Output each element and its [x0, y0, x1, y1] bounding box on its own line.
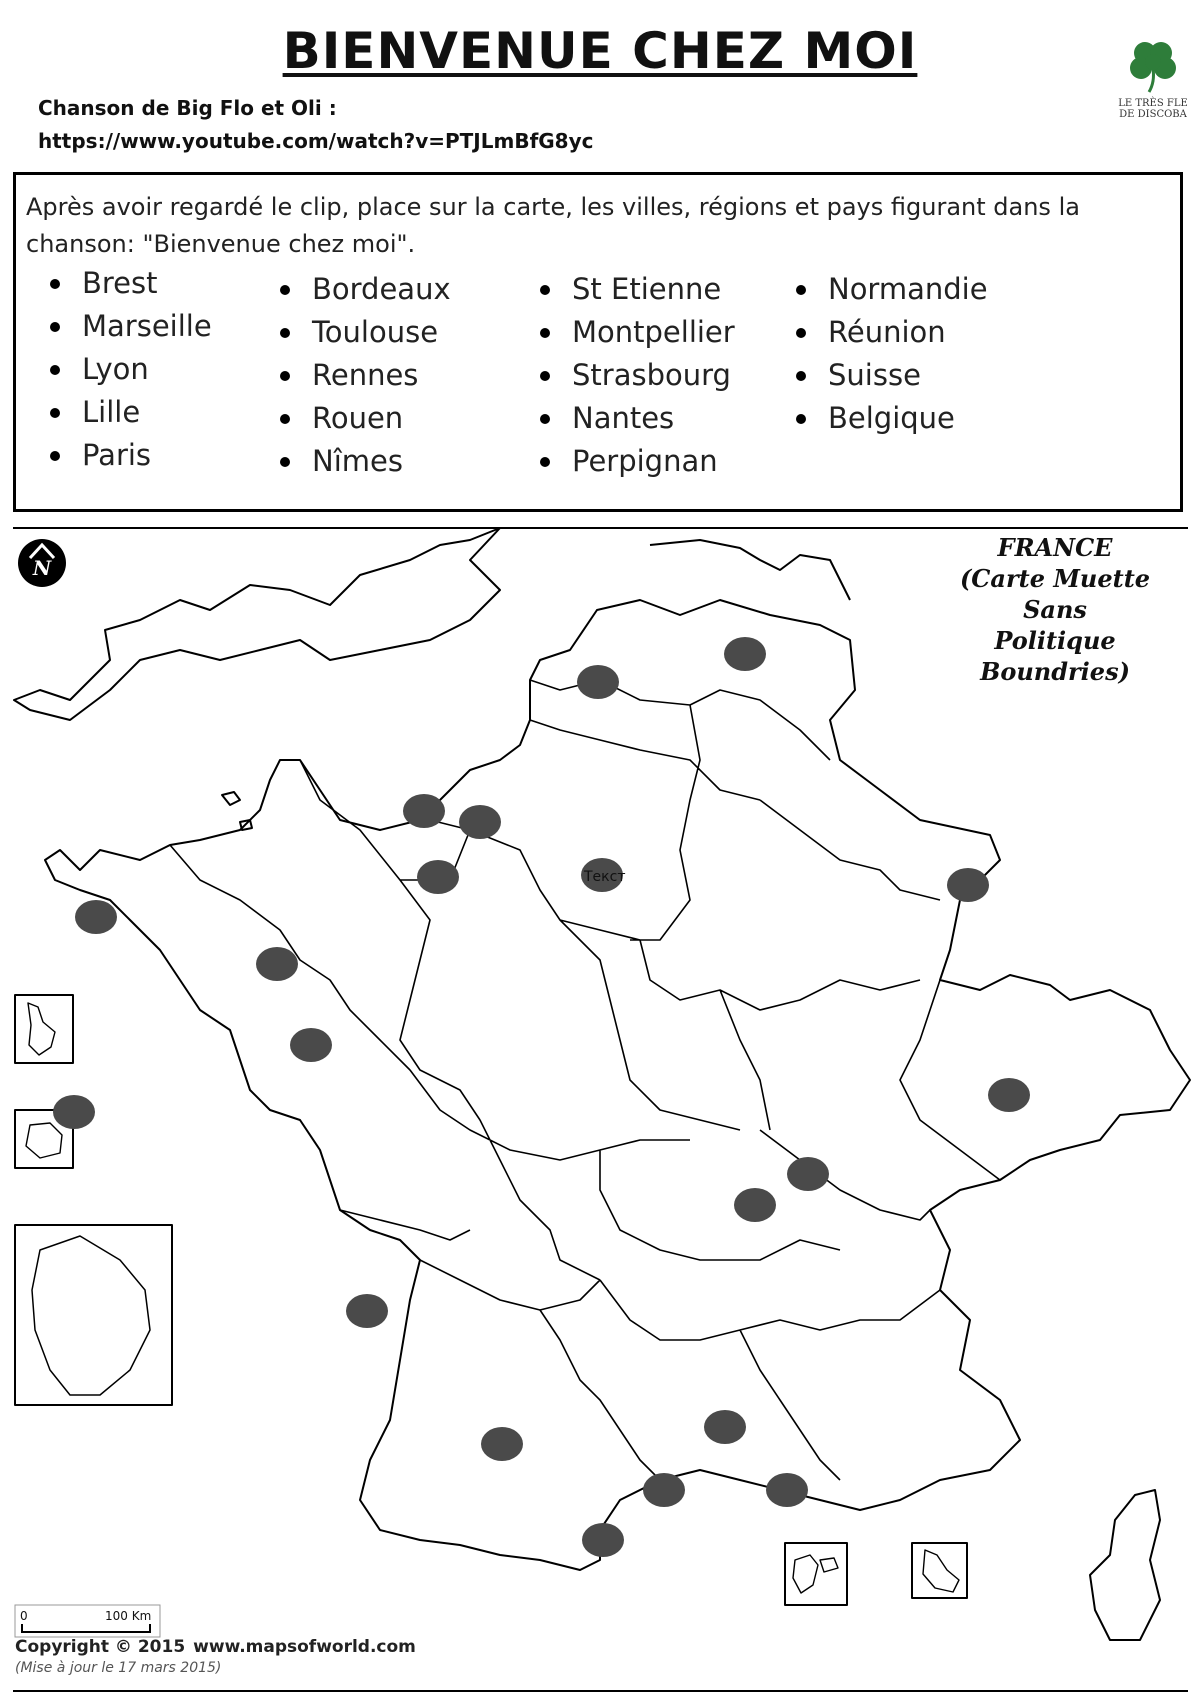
legend-title: FRANCE	[997, 533, 1113, 562]
place-item: Belgique	[792, 397, 988, 440]
mayotte-shape	[28, 1003, 55, 1055]
bottom-border	[13, 1690, 1188, 1692]
map-marker[interactable]	[988, 1078, 1030, 1112]
map-marker[interactable]	[734, 1188, 776, 1222]
channel-islands	[222, 792, 252, 830]
map-marker[interactable]	[75, 900, 117, 934]
place-item: Montpellier	[536, 311, 735, 354]
map-marker[interactable]	[53, 1095, 95, 1129]
instructions-box	[13, 172, 1183, 512]
map-marker[interactable]	[787, 1157, 829, 1191]
places-column-3	[536, 268, 735, 483]
netherlands-coast	[650, 540, 850, 600]
places-column-2	[276, 268, 451, 483]
place-item: Paris	[46, 434, 212, 477]
map-marker[interactable]	[417, 860, 459, 894]
scale-label: 100 Km	[105, 1609, 152, 1623]
martinique-shape	[923, 1550, 959, 1592]
region-borders	[170, 680, 1000, 1480]
copyright-url[interactable]: www.mapsofworld.com	[193, 1637, 416, 1657]
update-note: (Mise à jour le 17 mars 2015)	[15, 1660, 222, 1676]
place-item: St Etienne	[536, 268, 735, 311]
places-column-4	[792, 268, 988, 440]
inset-mayotte	[15, 995, 73, 1063]
map-marker[interactable]	[947, 868, 989, 902]
placeholder-label[interactable]: Текст	[584, 869, 626, 885]
logo-text-2: DE DISCOBA	[1119, 109, 1187, 120]
map-marker[interactable]	[290, 1028, 332, 1062]
copyright-line	[15, 1637, 416, 1657]
logo-text-1: LE TRÈS FLE	[1118, 98, 1188, 109]
legend-subtitle-2: Politique Boundries)	[980, 626, 1130, 686]
clover-logo	[1108, 38, 1198, 120]
map-marker[interactable]	[403, 794, 445, 828]
place-item: Rennes	[276, 354, 451, 397]
page-title: BIENVENUE CHEZ MOI	[282, 22, 918, 80]
map-marker[interactable]	[346, 1294, 388, 1328]
place-item: Marseille	[46, 305, 212, 348]
map-marker[interactable]	[256, 947, 298, 981]
corsica	[1090, 1490, 1160, 1640]
instructions-text: Après avoir regardé le clip, place sur la carte, les villes, régions et pays figurant dans la chanson: "Bienvenue chez moi".	[26, 193, 1080, 258]
place-item: Toulouse	[276, 311, 451, 354]
scale-zero-label: 0	[20, 1609, 28, 1623]
place-item: Lille	[46, 391, 212, 434]
map-marker[interactable]	[481, 1427, 523, 1461]
inset-martinique	[912, 1543, 967, 1598]
map-marker[interactable]	[704, 1410, 746, 1444]
france-map	[0, 520, 1200, 1700]
clover-icon	[1123, 38, 1183, 94]
place-item: Réunion	[792, 311, 988, 354]
place-item: Rouen	[276, 397, 451, 440]
place-item: Nîmes	[276, 440, 451, 483]
place-item: Brest	[46, 262, 212, 305]
song-url-link[interactable]: https://www.youtube.com/watch?v=PTJLmBfG8yc	[38, 129, 594, 153]
copyright-text: Copyright © 2015	[15, 1637, 186, 1657]
guyane-shape	[32, 1236, 150, 1395]
map-markers	[53, 637, 1030, 1557]
place-item: Suisse	[792, 354, 988, 397]
scale-bar	[15, 1605, 160, 1637]
song-info	[38, 92, 594, 158]
map-marker[interactable]	[459, 805, 501, 839]
place-item: Normandie	[792, 268, 988, 311]
place-item: Perpignan	[536, 440, 735, 483]
map-marker[interactable]	[724, 637, 766, 671]
map-marker[interactable]	[766, 1473, 808, 1507]
guadeloupe-shape	[793, 1555, 838, 1593]
place-item: Nantes	[536, 397, 735, 440]
song-line: Chanson de Big Flo et Oli :	[38, 96, 337, 120]
north-arrow-icon	[18, 539, 66, 587]
place-item: Lyon	[46, 348, 212, 391]
reunion-shape	[26, 1123, 62, 1158]
map-marker[interactable]	[643, 1473, 685, 1507]
north-label: N	[32, 556, 52, 580]
map-legend	[925, 532, 1185, 687]
map-marker[interactable]	[582, 1523, 624, 1557]
place-item: Strasbourg	[536, 354, 735, 397]
map-marker[interactable]	[577, 665, 619, 699]
legend-subtitle-1: (Carte Muette Sans	[959, 564, 1151, 624]
england-coastline	[14, 528, 500, 720]
places-column-1	[46, 262, 212, 477]
place-item: Bordeaux	[276, 268, 451, 311]
